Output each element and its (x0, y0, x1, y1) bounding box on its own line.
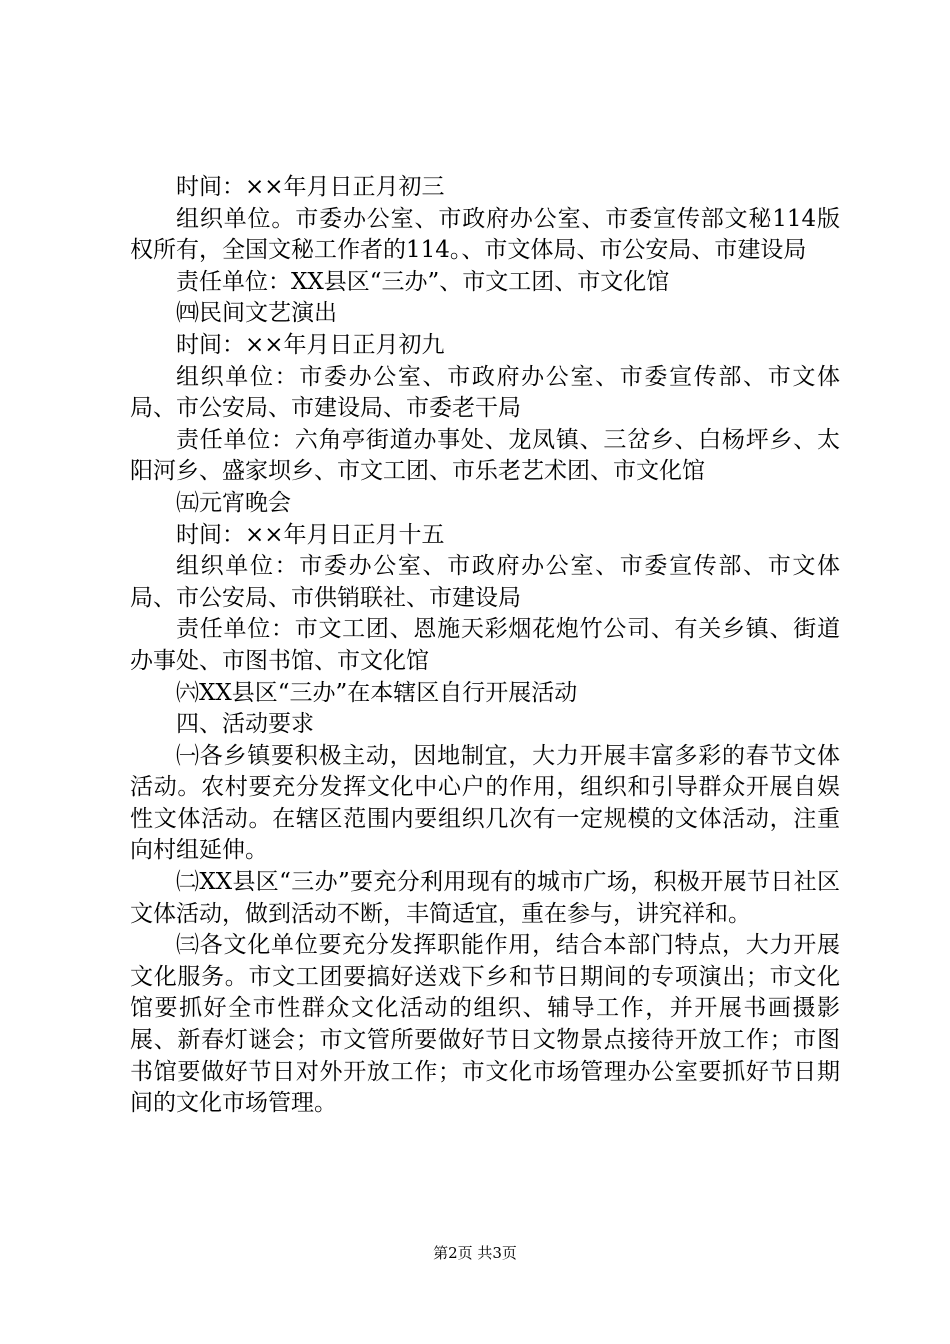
paragraph-time-1: 时间：××年月日正月初三 (176, 174, 445, 200)
paragraph-requirement-1: ㈠各乡镇要积极主动，因地制宜，大力开展丰富多彩的春节文体活动。农村要充分发挥文化中心户的作用，组织和引导群众开展自娱性文体活动。在辖区范围内要组织几次有一定规模的文体活动，注重向村组延伸。 (130, 742, 840, 864)
heading-folk-performance: ㈣民间文艺演出 (176, 300, 337, 327)
paragraph-requirement-2: ㈡XX县区“三办”要充分利用现有的城市广场，积极开展节日社区文体活动，做到活动不断，丰简适宜，重在参与，讲究祥和。 (130, 869, 840, 927)
page-footer: 第2页 共3页 (433, 1244, 517, 1262)
document-body (130, 172, 840, 1120)
paragraph-responsible-3: 责任单位：市文工团、恩施天彩烟花炮竹公司、有关乡镇、街道办事处、市图书馆、市文化馆 (130, 616, 840, 674)
paragraph-responsible-1: 责任单位：XX县区“三办”、市文工团、市文化馆 (176, 268, 670, 295)
heading-lantern-gala: ㈤元宵晚会 (176, 489, 291, 516)
paragraph-responsible-2: 责任单位：六角亭街道办事处、龙凤镇、三岔乡、白杨坪乡、太阳河乡、盛家坝乡、市文工团、市乐老艺术团、市文化馆 (130, 426, 840, 485)
paragraph-time-3: 时间：××年月日正月十五 (176, 521, 445, 548)
paragraph-organizer-2: 组织单位：市委办公室、市政府办公室、市委宣传部、市文体局、市公安局、市建设局、市委老干局 (130, 363, 840, 422)
paragraph-organizer-3: 组织单位：市委办公室、市政府办公室、市委宣传部、市文体局、市公安局、市供销联社、市建设局 (130, 553, 840, 611)
paragraph-requirement-3: ㈢各文化单位要充分发挥职能作用，结合本部门特点，大力开展文化服务。市文工团要搞好送戏下乡和节日期间的专项演出；市文化馆要抓好全市性群众文化活动的组织、辅导工作，并开展书画摄影展、新春灯谜会；市文管所要做好节日文物景点接待开放工作；市图书馆要做好节日对外开放工作；市文化市场管理办公室要抓好节日期间的文化市场管理。 (130, 932, 840, 1117)
paragraph-time-2: 时间：××年月日正月初九 (176, 331, 445, 358)
heading-district-activities: ㈥XX县区“三办”在本辖区自行开展活动 (176, 679, 578, 706)
heading-activity-requirements: 四、活动要求 (176, 711, 314, 738)
paragraph-organizer-1: 组织单位。市委办公室、市政府办公室、市委宣传部文秘114版权所有，全国文秘工作者的114。、市文体局、市公安局、市建设局 (130, 205, 840, 264)
